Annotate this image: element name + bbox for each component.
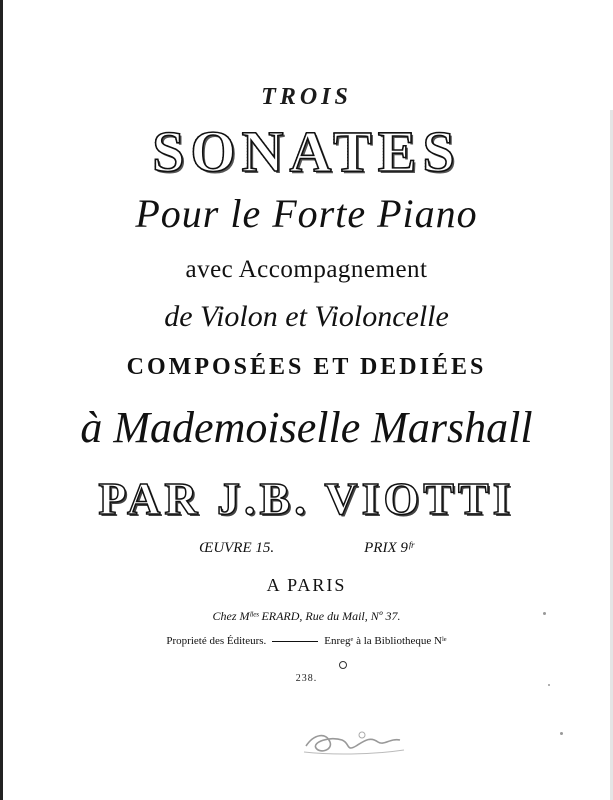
subtitle-accompaniment: avec Accompagnement — [185, 256, 428, 283]
paper-speck — [560, 732, 563, 735]
composer-name: PAR J.B. VIOTTI — [98, 473, 515, 524]
opus-price-row — [0, 540, 613, 557]
dedicatee: à Mademoiselle Marshall — [80, 403, 533, 452]
paper-speck — [548, 684, 550, 686]
rights-divider — [272, 641, 318, 642]
composed-dedicated: COMPOSÉES ET DEDIÉES — [126, 354, 487, 380]
signature-stamp-icon — [300, 724, 410, 758]
opus-number: ŒUVRE 15. — [199, 540, 275, 556]
rights-row — [0, 635, 613, 647]
plate-number: 238. — [295, 673, 318, 684]
price: PRIX 9ᶠʳ — [364, 540, 414, 556]
paper-speck — [543, 612, 546, 615]
subtitle-strings: de Violon et Violoncelle — [164, 300, 449, 333]
title-trois: TROIS — [261, 84, 352, 110]
publisher-address: Chez Mˡˡᵉˢ ERARD, Rue du Mail, Nº 37. — [212, 609, 401, 623]
library-registration: Enregᵉ à la Bibliotheque Nˡᵉ — [324, 635, 447, 647]
rights-notice: Proprieté des Éditeurs. — [166, 635, 267, 647]
title-sonates: SONATES — [0, 118, 613, 185]
ornament-circle-icon — [339, 661, 347, 669]
publisher-city: A PARIS — [266, 575, 347, 595]
subtitle-instrument: Pour le Forte Piano — [135, 191, 478, 236]
